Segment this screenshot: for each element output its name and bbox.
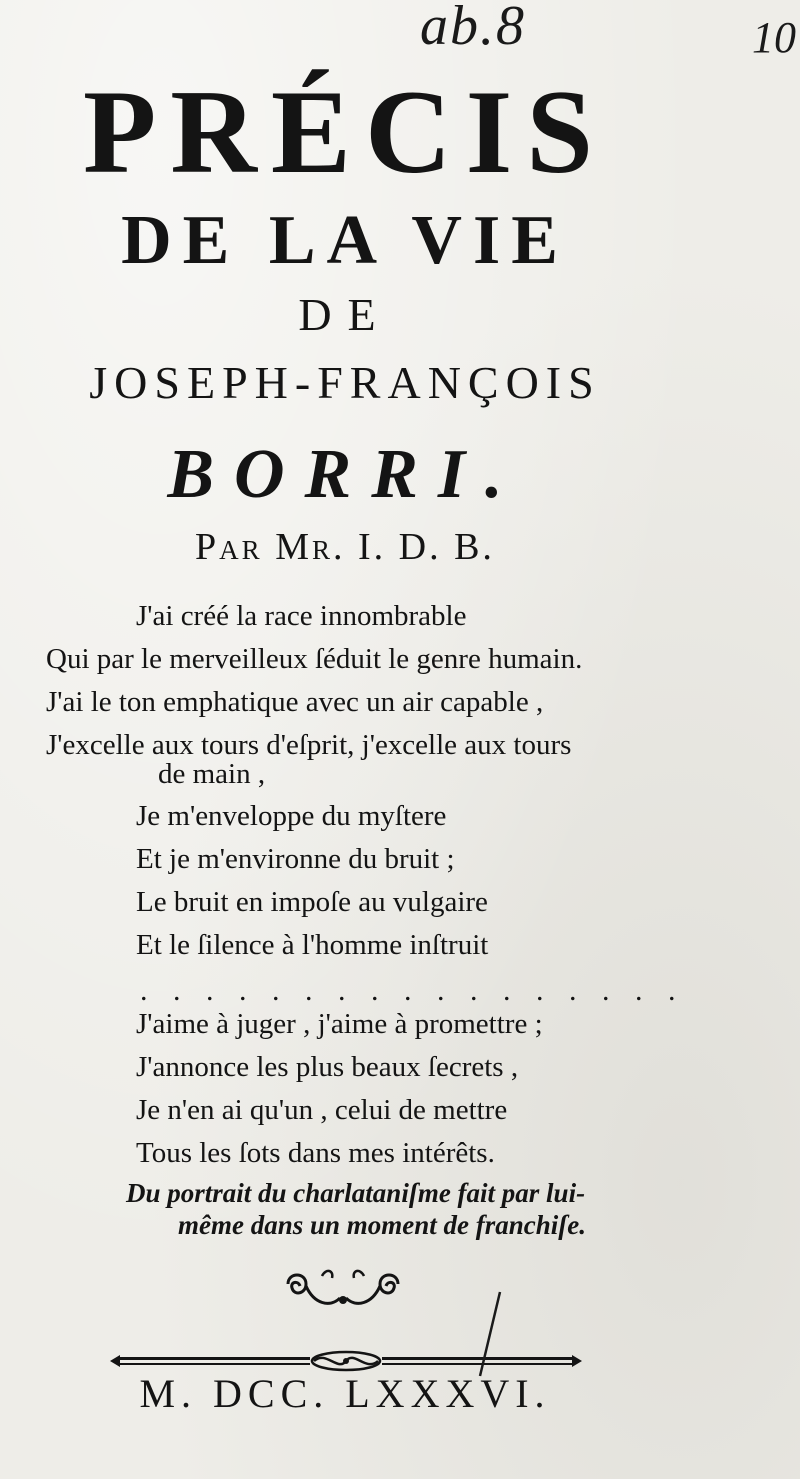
verse-line: Qui par le merveilleux ſéduit le genre humain.: [46, 643, 583, 675]
title-line-name: JOSEPH-FRANÇOIS: [89, 357, 601, 408]
ornament-flourish: [278, 1264, 408, 1319]
verse-line: J'annonce les plus beaux ſecrets ,: [136, 1051, 519, 1083]
attribution-line: même dans un moment de franchiſe.: [178, 1210, 587, 1240]
verse-line: J'ai le ton emphatique avec un air capable ,: [46, 686, 544, 718]
verse-line: Et je m'environne du bruit ;: [136, 843, 455, 875]
verse-line: J'ai créé la race innombrable: [136, 600, 467, 632]
handwritten-page-number: 10: [752, 13, 796, 62]
title-line-precis: PRÉCIS: [82, 65, 608, 198]
verse-line: Le bruit en impoſe au vulgaire: [136, 886, 488, 918]
title-line-surname: BORRI.: [167, 436, 523, 513]
verse-line: J'aime à juger , j'aime à promettre ;: [136, 1008, 543, 1040]
title-line-de: DE: [298, 289, 392, 340]
stanza-separator: . . . . . . . . . . . . . . . . .: [140, 974, 685, 1007]
verse-line: J'excelle aux tours d'eſprit, j'excelle aux tours: [46, 729, 572, 761]
verse-line: Je m'enveloppe du myſtere: [136, 800, 447, 832]
verse-line: Tous les ſots dans mes intérêts.: [136, 1137, 495, 1169]
handwritten-shelf-mark: ab.8: [420, 0, 526, 57]
imprint-date: M. DCC. LXXXVI.: [139, 1371, 551, 1416]
title-line-de-la-vie: DE LA VIE: [121, 202, 569, 279]
attribution-line: Du portrait du charlataniſme fait par lui-: [126, 1178, 586, 1208]
verse-line-continuation: de main ,: [158, 758, 266, 790]
verse-line: Et le ſilence à l'homme inſtruit: [136, 929, 489, 961]
author-byline: Par Mr. I. D. B.: [195, 526, 495, 568]
verse-line: Je n'en ai qu'un , celui de mettre: [136, 1094, 508, 1126]
